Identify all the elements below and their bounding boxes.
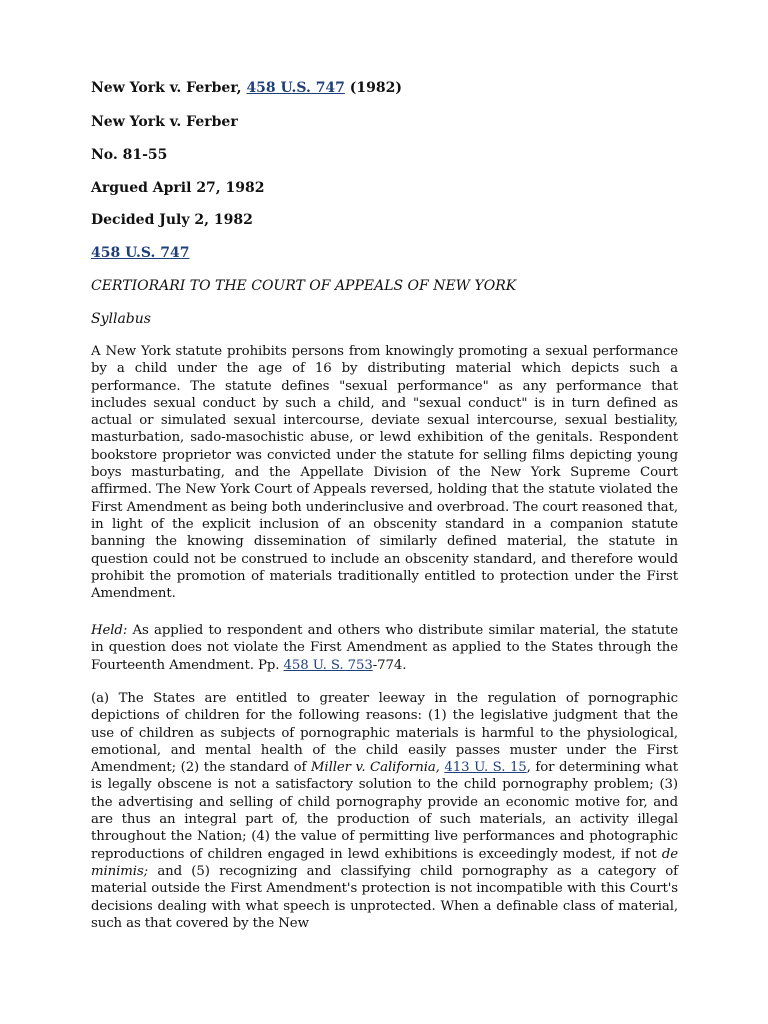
point-a-text-1: (a) The States are entitled to greater leeway in the regulation of pornographic depictions of children for the following reasons: (1) the legislative judgment that the use of children as subjects of pornographic materials is harmful to the physiological, emotional, and mental health of the child easily passes muster under the First Amendment; (2) the standard of — [91, 691, 678, 776]
case-heading — [91, 79, 402, 97]
citation-link[interactable]: 458 U.S. 747 — [246, 80, 345, 96]
point-a-text-3: and (5) recognizing and classifying child pornography as a category of material outside the First Amendment's protection is not incompatible with this Court's decisions dealing with what speech is unprotected. When a definable class of material, such as that covered by the New — [91, 863, 678, 931]
held-citation-link[interactable]: 458 U. S. 753 — [283, 657, 373, 673]
held-text: As applied to respondent and others who distribute similar material, the statute in question does not violate the First Amendment as applied to the States through the Fourteenth Amendment. Pp. — [91, 623, 678, 673]
miller-citation-link[interactable]: 413 U. S. 15 — [444, 760, 527, 776]
argued-date: Argued April 27, 1982 — [91, 180, 265, 196]
held-tail: -774. — [372, 657, 407, 673]
decided-date: Decided July 2, 1982 — [91, 212, 253, 228]
point-a-paragraph — [91, 690, 678, 932]
held-paragraph — [91, 622, 678, 674]
held-label: Held: — [91, 623, 128, 638]
point-a-text-2: , for determining what is legally obscene is not a satisfactory solution to the child pornography problem; (3) the advertising and selling of child pornography provide an economic motive for, and are thus an integral part of, the production of such materials, an activity illegal throughout the Nation; (4) the value of permitting live performances and photographic reproductions of children engaged in lewd exhibitions is exceedingly modest, if not — [91, 760, 678, 862]
citation-link-standalone[interactable]: 458 U.S. 747 — [91, 245, 190, 261]
syllabus-label: Syllabus — [91, 311, 151, 327]
de-minimis-term: de minimis; — [91, 846, 678, 879]
docket-number: No. 81-55 — [91, 147, 168, 163]
citation-line — [91, 244, 189, 262]
case-year: (1982) — [344, 80, 403, 96]
certiorari-heading: CERTIORARI TO THE COURT OF APPEALS OF NEW YORK — [91, 278, 517, 294]
case-title: New York v. Ferber — [91, 114, 238, 130]
case-name: New York v. Ferber, — [91, 80, 247, 96]
syllabus-paragraph: A New York statute prohibits persons from knowingly promoting a sexual performance by a child under the age of 16 by distributing material which depicts such a performance. The statute defines "sexual performance" as any performance that includes sexual conduct by such a child, and "sexual conduct" is in turn defined as actual or simulated sexual intercourse, deviate sexual intercourse, sexual bestiality, masturbation, sado-masochistic abuse, or lewd exhibition of the genitals. Respondent bookstore proprietor was convicted under the statute for selling films depicting young boys masturbating, and the Appellate Division of the New York Supreme Court affirmed. The New York Court of Appeals reversed, holding that the statute violated the First Amendment as being both underinclusive and overbroad. The court reasoned that, in light of the explicit inclusion of an obscenity standard in a companion statute banning the knowing dissemination of similarly defined material, the statute in question could not be construed to include an obscenity standard, and therefore would prohibit the promotion of materials traditionally entitled to protection under the First Amendment. — [91, 344, 678, 602]
miller-case-name: Miller v. California, — [310, 760, 440, 776]
